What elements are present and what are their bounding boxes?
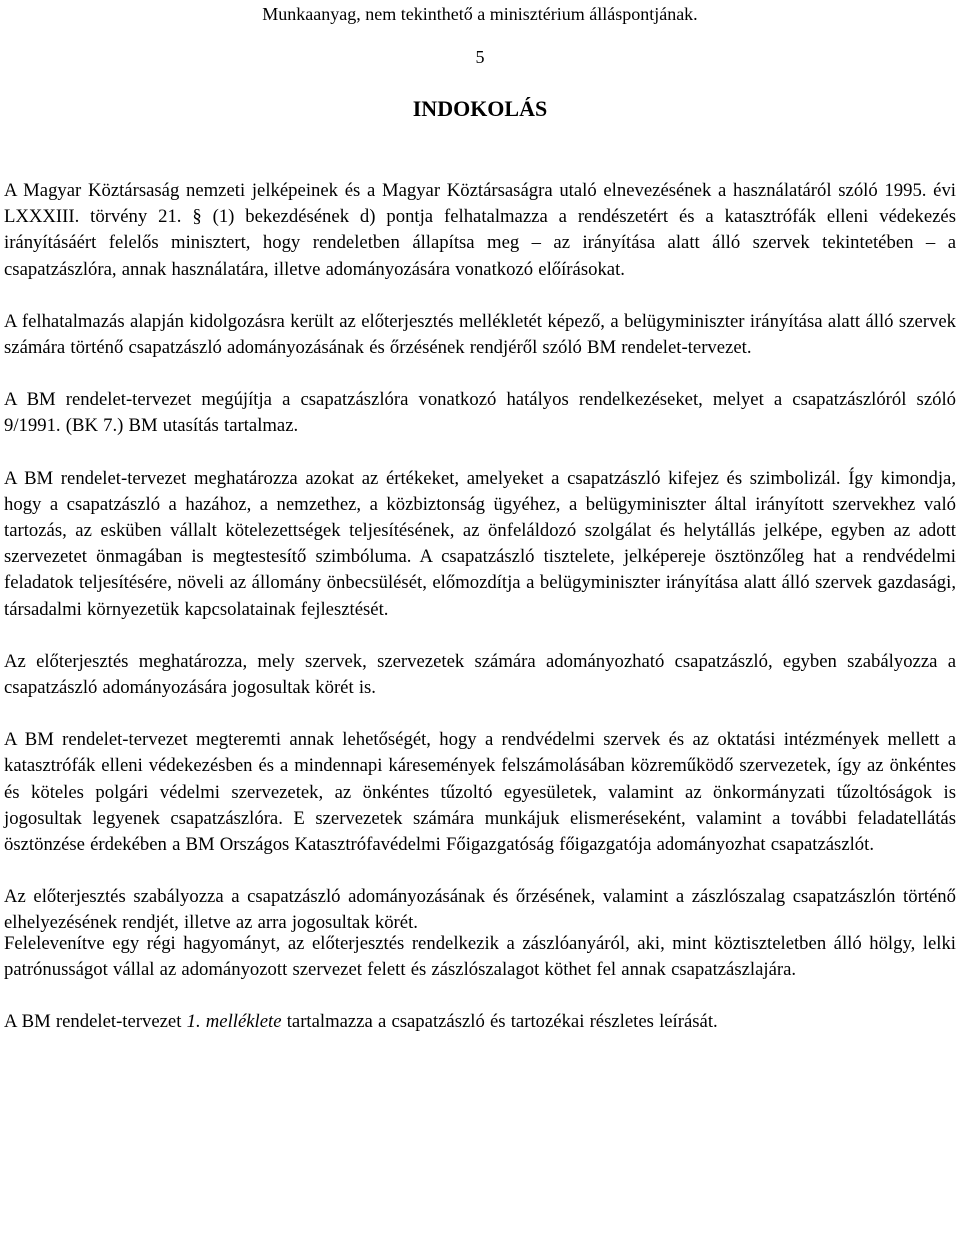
paragraph-9	[4, 1009, 956, 1035]
paragraph-4: A BM rendelet-tervezet meghatározza azokat az értékeket, amelyeket a csapatzászló kifejez és szimbolizál. Így kimondja, hogy a csapatzászló a hazához, a nemzethez, a közbiztonság ügyéhez, a belügyminiszter által irányított szervekhez való tartozás, az esküben vállalt kötelezettségek teljesítésének, az önfeláldozó szolgálat és helytállás jelképe, egyben az adott szervezetet önmagában is megtestesítő szimbóluma. A csapatzászló tisztelete, jelképereje ösztönzőleg hat a rendvédelmi feladatok teljesítésére, növeli az állomány önbecsülését, előmozdítja a belügyminiszter irányítása alatt álló szervek gazdasági, társadalmi környezetük kapcsolatainak fejlesztését.	[4, 467, 956, 620]
annex-reference: 1. melléklete	[186, 1011, 282, 1033]
draft-disclaimer-header: Munkaanyag, nem tekinthető a minisztérium álláspontjának.	[262, 4, 698, 24]
paragraph-7: Az előterjesztés szabályozza a csapatzászló adományozásának és őrzésének, valamint a zászlószalag csapatzászlón történő elhelyezésének rendjét, illetve az arra jogosultak körét.	[4, 886, 956, 934]
page-number: 5	[475, 47, 485, 67]
paragraph-5: Az előterjesztés meghatározza, mely szervek, szervezetek számára adományozható csapatzászló, egyben szabályozza a csapatzászló adományozására jogosultak körét is.	[4, 650, 956, 699]
paragraph-3: A BM rendelet-tervezet megújítja a csapatzászlóra vonatkozó hatályos rendelkezéseket, melyet a csapatzászlóról szóló 9/1991. (BK 7.) BM utasítás tartalmaz.	[4, 389, 956, 437]
document-title: INDOKOLÁS	[412, 96, 548, 121]
paragraph-1: A Magyar Köztársaság nemzeti jelképeinek és a Magyar Köztársaságra utaló elnevezésének a használatáról szóló 1995. évi LXXXIII. törvény 21. § (1) bekezdésének d) pontja felhatalmazza a rendészetért és a katasztrófák elleni védekezés irányításáért felelős minisztert, hogy rendeletben állapítsa meg – az irányítása alatt álló szervek tekintetében – a csapatzászlóra, annak használatára, illetve adományozására vonatkozó előírásokat.	[4, 180, 956, 280]
paragraph-9-end: tartalmazza a csapatzászló és tartozékai részletes leírását.	[281, 1011, 718, 1033]
document-body	[4, 178, 956, 1035]
paragraph-2: A felhatalmazás alapján kidolgozásra került az előterjesztés mellékletét képező, a belügyminiszter irányítása alatt álló szervek számára történő csapatzászló adományozásának és őrzésének rendjéről szóló BM rendelet-tervezet.	[4, 310, 956, 359]
paragraph-6: A BM rendelet-tervezet megteremti annak lehetőségét, hogy a rendvédelmi szervek és az oktatási intézmények mellett a katasztrófák elleni védekezésben és a mindennapi káresemények felszámolásában közreműködő szervezetek, így az önkéntes és köteles polgári védelmi szervezetek, az önkéntes tűzoltó egyesületek, valamint az önkormányzati tűzoltóságok is jogosultak legyenek csapatzászlóra. E szervezetek számára munkájuk elismeréseként, valamint a további feladatellátás ösztönzése érdekében a BM Országos Katasztrófavédelmi Főigazgatóság főigazgatója adományozhat csapatzászlót.	[4, 729, 956, 856]
paragraph-9-start: A BM rendelet-tervezet	[4, 1011, 187, 1033]
paragraph-8: Felelevenítve egy régi hagyományt, az előterjesztés rendelkezik a zászlóanyáról, aki, mint köztiszteletben álló hölgy, lelki patrónusságot vállal az adományozott szervezet felett és zászlószalagot köthet fel annak csapatzászlajára.	[4, 932, 956, 980]
